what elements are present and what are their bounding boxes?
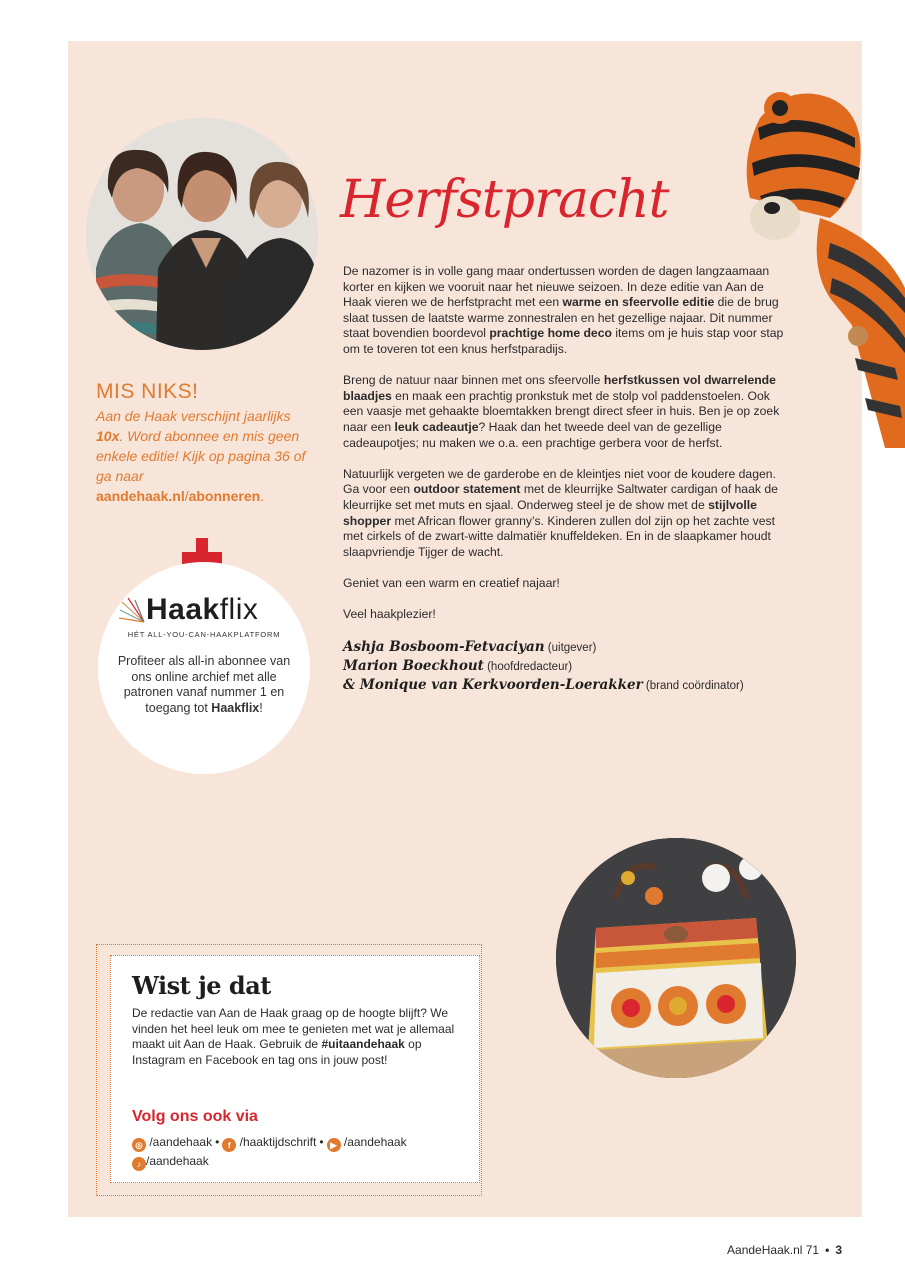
haakflix-logo: Haakflix <box>98 592 310 628</box>
social-links: ◎ /aandehaak • f /haaktijdschrift • ▶ /aandehaak ♪ /aandehaak <box>132 1133 472 1171</box>
article-body <box>343 264 793 695</box>
signature-line: Ashja Bosboom-Fetvaciyan (uitgever) <box>343 639 597 656</box>
signatures <box>343 638 793 695</box>
page-number: 3 <box>835 1243 842 1257</box>
footer-site: AandeHaak.nl 71 <box>727 1243 820 1257</box>
paragraph-5: Veel haakplezier! <box>343 607 436 622</box>
hashtag[interactable]: #uitaandehaak <box>321 1037 405 1052</box>
paragraph-4: Geniet van een warm en creatief najaar! <box>343 575 560 590</box>
haakflix-text: Profiteer als all-in abonnee van ons online archief met alle patronen vanaf nummer 1 en toegang tot Haakflix! <box>117 654 291 715</box>
editorial-team-photo <box>86 118 318 350</box>
social-link-tiktok[interactable]: ♪ /aandehaak <box>132 1154 209 1168</box>
subscription-promo <box>96 380 310 506</box>
social-link-facebook[interactable]: f /haaktijdschrift <box>222 1135 316 1149</box>
footer-bullet: • <box>825 1243 830 1257</box>
signature-line: & Monique van Kerkvoorden-Loerakker (brand coördinator) <box>343 677 744 694</box>
haakflix-tagline: HÉT ALL-YOU-CAN-HAAKPLATFORM <box>127 630 281 639</box>
fan-icon <box>118 596 146 624</box>
facebook-icon: f <box>222 1138 236 1152</box>
social-link-youtube[interactable]: ▶ /aandehaak <box>327 1135 407 1149</box>
signature-line: Marion Boeckhout (hoofdredacteur) <box>343 658 573 675</box>
paragraph-1: De nazomer is in volle gang maar ondertussen worden de dagen langzaamaan korter en kijken we vooruit naar het nieuwe seizoen. In deze editie van Aan de Haak vieren we de herfstpracht met een warme en sfeervolle editie die de brug slaat tussen de laatste warme zonnestralen en het gezellige najaar. Dit nummer staat bovendien boordevol prachtige home deco items om je huis stap voor stap om te toveren tot een knus herfstparadijs. <box>343 264 784 356</box>
article-headline: Herfstpracht <box>340 170 669 230</box>
haakflix-badge <box>98 562 310 774</box>
paragraph-2: Breng de natuur naar binnen met ons sfeervolle herfstkussen vol dwarrelende blaadjes en maak een prachtig pronkstuk met de stolp vol paddenstoelen. Ook een vaasje met gehaakte bloemtakken brengt direct sfeer in huis. Ben je op zoek naar een leuk cadeautje? Haak dan het tweede deel van de gezellige cadeaupotjes; nu maken we o.a. een prachtige gerbera voor de herfst. <box>343 373 780 450</box>
paragraph-3: Natuurlijk vergeten we de garderobe en de kleintjes niet voor de koudere dagen. Ga voor een outdoor statement met de kleurrijke Saltwater cardigan of haak de kleurrijke set met muts en sjaal. Onderweg steel je de show met de stijlvolle shopper met African flower granny’s. Kinderen zullen dol zijn op het zachte vest met cirkels of de zwart-witte dalmatiër knuffeldeken. En in de slaapkamer houdt slaapvriendje Tijger de wacht. <box>343 466 778 559</box>
info-box-title: Wist je dat <box>132 971 271 1000</box>
promo-title: MIS NIKS! <box>96 380 199 403</box>
follow-us-title: Volg ons ook via <box>132 1108 258 1125</box>
info-box-text: De redactie van Aan de Haak graag op de hoogte blijft? We vinden het heel leuk om mee te genieten met wat je allemaal maakt uit Aan de Haak. Gebruik de #uitaandehaak op Instagram en Facebook en tag ons in jouw post! <box>132 1006 455 1067</box>
crochet-bag-photo <box>556 838 796 1078</box>
instagram-icon: ◎ <box>132 1138 146 1152</box>
youtube-icon: ▶ <box>327 1138 341 1152</box>
subscribe-link[interactable]: aandehaak.nl/abonneren. <box>96 488 265 504</box>
social-link-instagram[interactable]: ◎ /aandehaak <box>132 1135 212 1149</box>
tiktok-icon: ♪ <box>132 1157 146 1171</box>
page-footer <box>727 1242 842 1258</box>
promo-text: Aan de Haak verschijnt jaarlijks 10x. Word abonnee en mis geen enkele editie! Kijk op pagina 36 of ga naar aandehaak.nl/abonneren. <box>96 408 306 504</box>
